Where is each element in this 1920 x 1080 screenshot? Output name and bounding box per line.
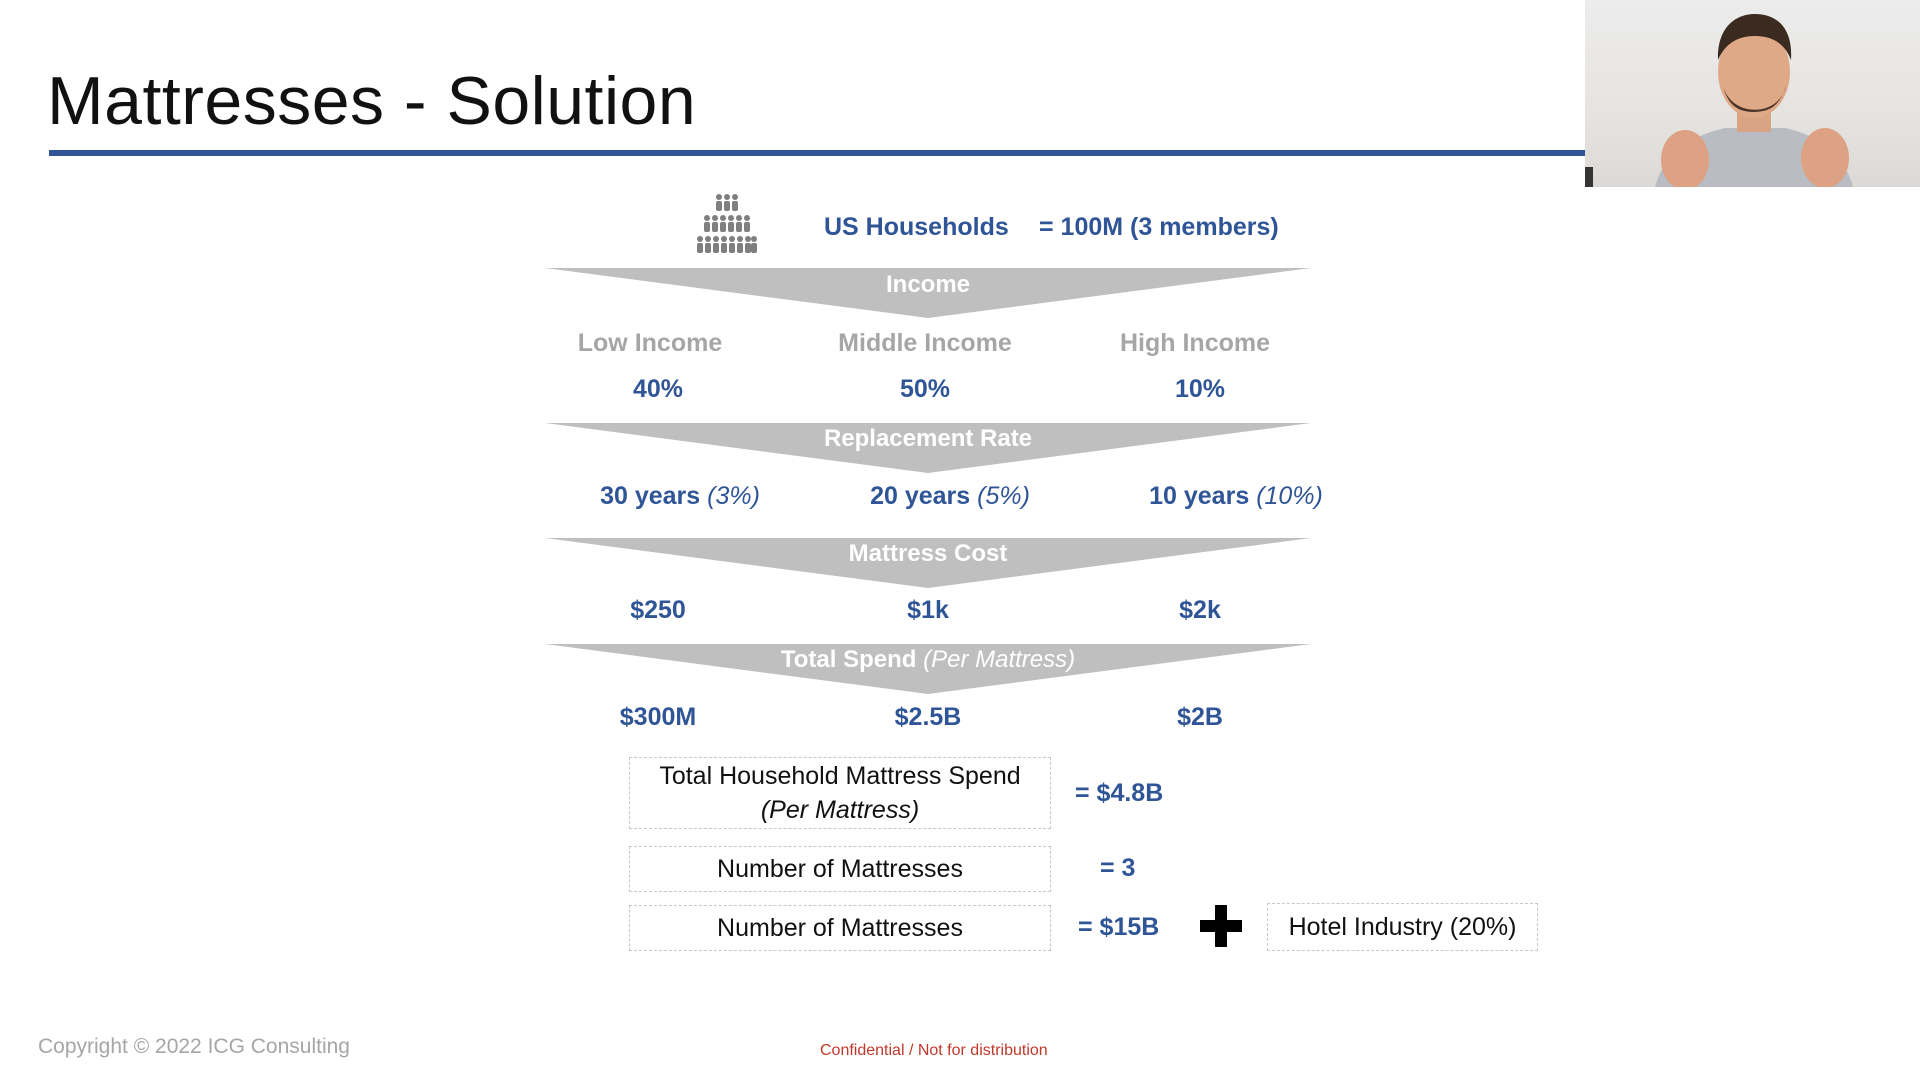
total-household-spend-sub: (Per Mattress): [760, 796, 920, 824]
high-replacement: [1136, 482, 1336, 511]
number-of-mattresses-value: = 3: [1100, 854, 1136, 882]
total-spend-label: Total Spend: [780, 646, 917, 673]
total-mattresses-box: [629, 905, 1051, 951]
high-replacement-years: 10 years: [1149, 482, 1250, 510]
hotel-industry-label: Hotel Industry (20%): [1288, 912, 1517, 941]
high-income-label: High Income: [1119, 329, 1270, 357]
middle-spend: $2.5B: [894, 703, 962, 731]
low-replacement-years: 30 years: [600, 482, 701, 510]
middle-cost: $1k: [907, 596, 949, 624]
high-income-share: 10%: [1174, 375, 1226, 403]
total-household-spend-box: [629, 757, 1051, 829]
middle-replacement-years: 20 years: [870, 482, 971, 510]
households-label: US Households: [824, 213, 1009, 241]
low-replacement-rate: (3%): [707, 482, 760, 510]
total-spend-banner-label: [545, 646, 1311, 674]
total-mattresses-label: Number of Mattresses: [717, 913, 963, 942]
hotel-industry-box: [1267, 903, 1538, 951]
income-banner-label: Income: [885, 271, 971, 298]
middle-income-share: 50%: [899, 375, 951, 403]
high-cost: $2k: [1179, 596, 1221, 624]
mattress-cost-banner-label: Mattress Cost: [848, 540, 1008, 567]
middle-replacement: [850, 482, 1050, 511]
presenter-figure: [1585, 0, 1920, 187]
low-spend: $300M: [619, 703, 697, 731]
number-of-mattresses-label: Number of Mattresses: [717, 854, 963, 883]
households-value: = 100M (3 members): [1039, 213, 1279, 241]
plus-icon: [1200, 905, 1242, 952]
slide-title: Mattresses - Solution: [47, 63, 697, 139]
high-spend: $2B: [1177, 703, 1223, 731]
middle-replacement-rate: (5%): [977, 482, 1030, 510]
total-household-spend-label: Total Household Mattress Spend: [659, 762, 1021, 790]
low-income-share: 40%: [632, 375, 684, 403]
number-of-mattresses-box: [629, 846, 1051, 892]
title-underline: [49, 150, 1585, 156]
middle-income-label: Middle Income: [838, 329, 1012, 357]
total-household-spend-value: = $4.8B: [1075, 779, 1164, 807]
low-cost: $250: [630, 596, 686, 624]
people-icon: [696, 193, 758, 266]
copyright-text: Copyright © 2022 ICG Consulting: [38, 1035, 350, 1058]
low-income-label: Low Income: [577, 329, 723, 357]
high-replacement-rate: (10%): [1256, 482, 1323, 510]
total-mattresses-value: = $15B: [1078, 913, 1160, 941]
confidential-text: Confidential / Not for distribution: [820, 1042, 1048, 1059]
webcam-video[interactable]: [1585, 0, 1920, 187]
total-spend-suffix: (Per Mattress): [923, 646, 1076, 673]
replacement-rate-banner-label: Replacement Rate: [823, 425, 1033, 452]
low-replacement: [580, 482, 780, 511]
